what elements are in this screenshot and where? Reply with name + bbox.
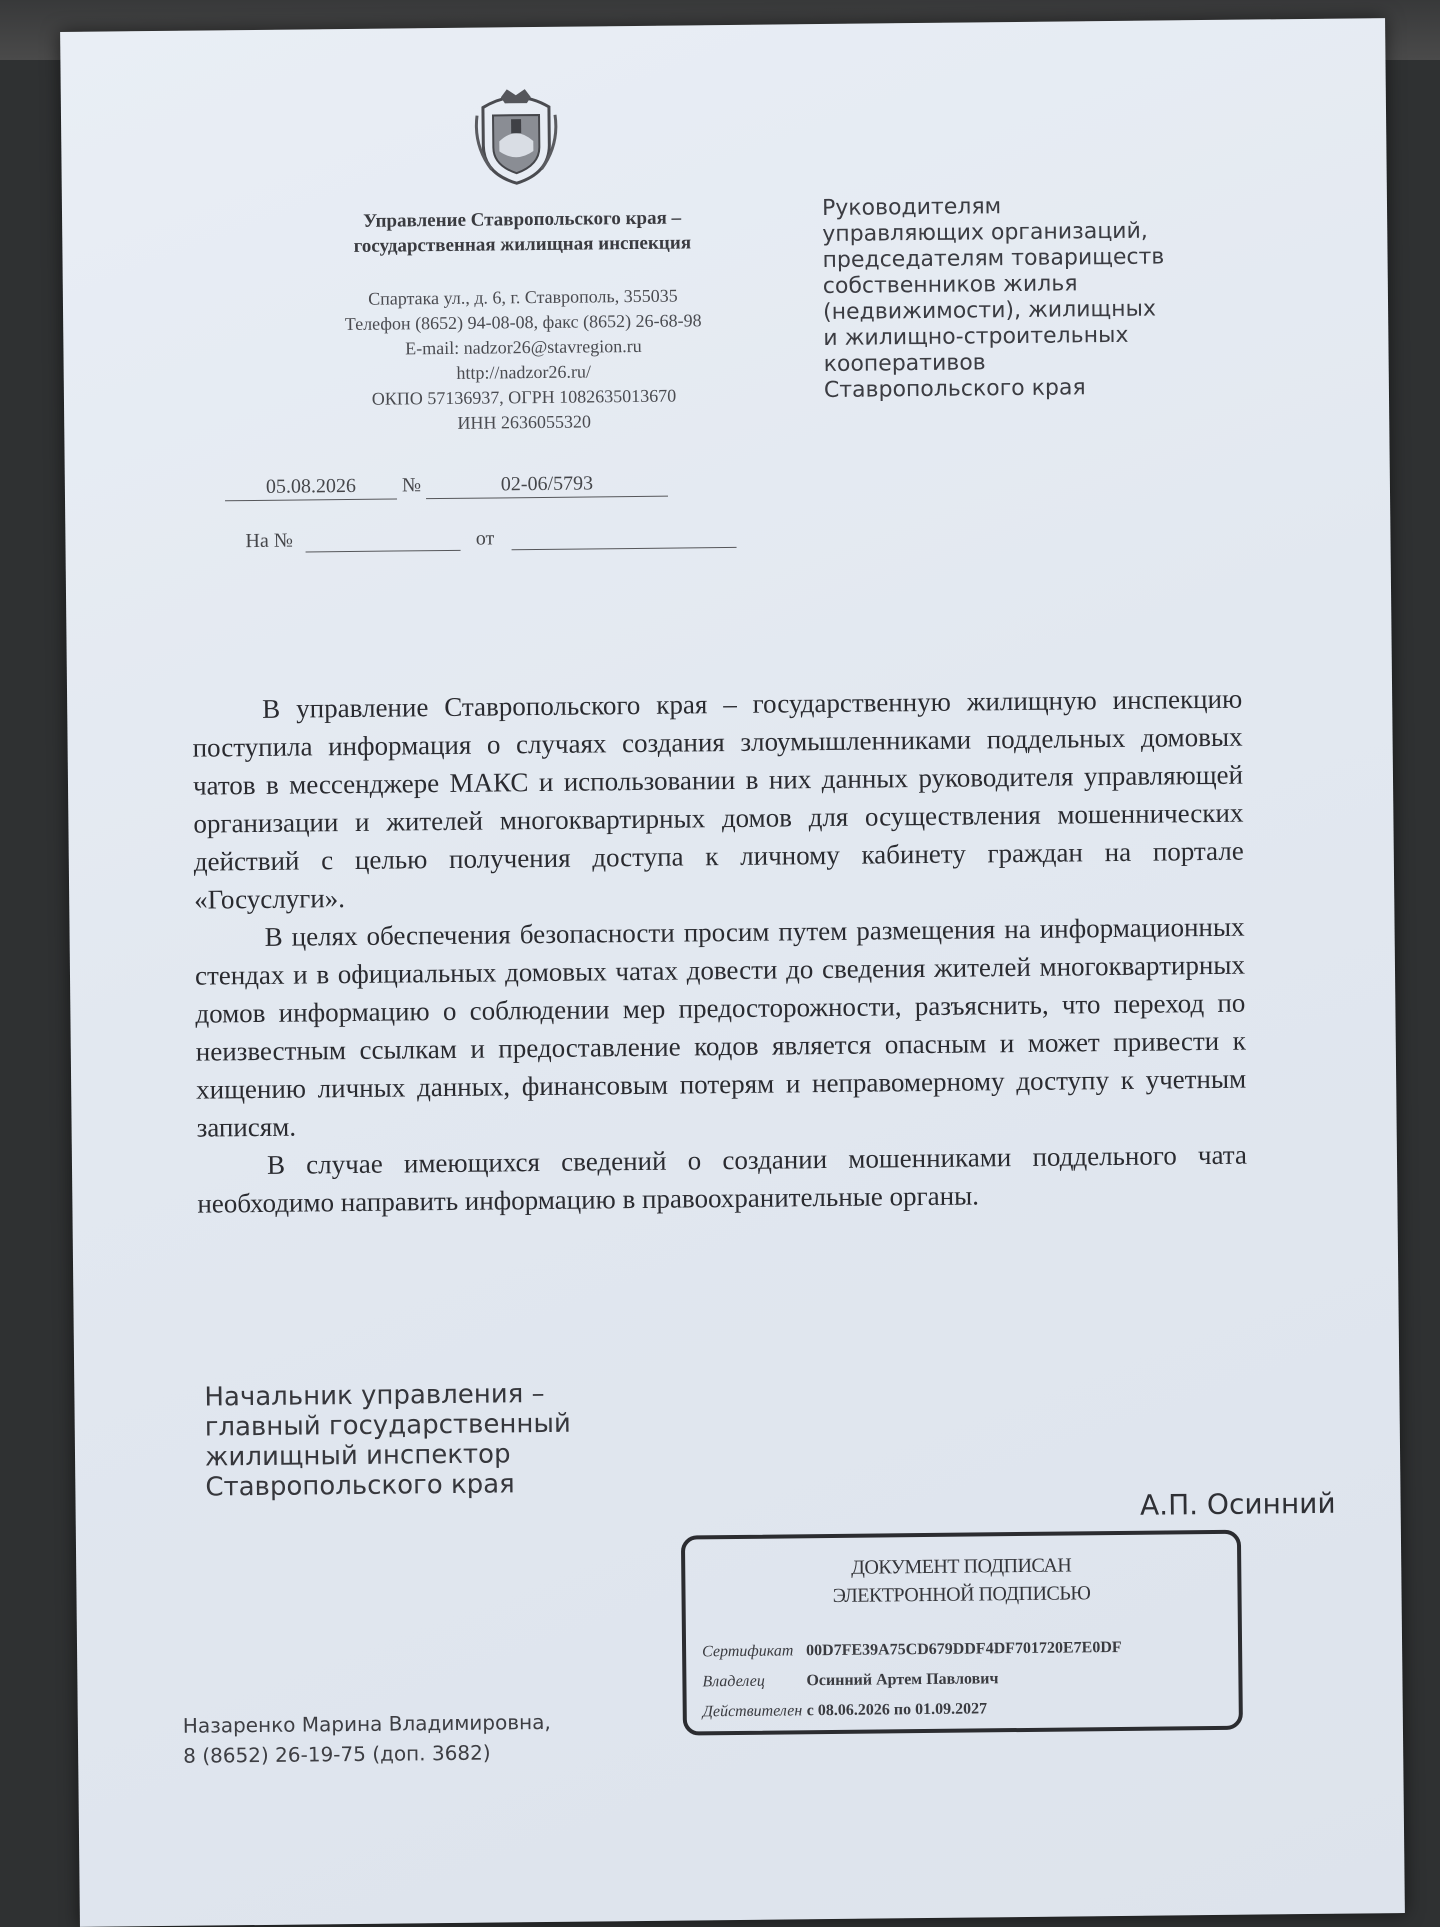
org-name-line1: Управление Ставропольского края – <box>363 207 682 232</box>
phone-fax: Телефон (8652) 94-08-08, факс (8652) 26-68-98 <box>344 310 702 335</box>
owner-label: Владелец <box>702 1672 765 1691</box>
recipient-line: Руководителям <box>821 194 1002 222</box>
executor-phone: 8 (8652) 26-19-75 (доп. 3682) <box>183 1740 491 1768</box>
inn: ИНН 2636055320 <box>457 411 592 433</box>
stamp-owner-row <box>702 1670 998 1691</box>
reply-from-label: от <box>475 527 495 550</box>
position-line: Начальник управления – <box>204 1378 545 1413</box>
website: http://nadzor26.ru/ <box>456 361 592 383</box>
address: Спартака ул., д. 6, г. Ставрополь, 355035 <box>368 285 678 309</box>
position-line: главный государственный <box>204 1408 571 1443</box>
number-label: № <box>401 474 422 497</box>
org-name-line2: государственная жилищная инспекция <box>353 232 692 257</box>
recipient-line: (недвижимости), жилищных <box>822 296 1157 326</box>
email: E-mail: nadzor26@stavregion.ru <box>405 335 642 359</box>
stamp-title <box>685 1550 1238 1612</box>
position-line: Ставропольского края <box>205 1469 515 1503</box>
sender-contacts <box>263 282 785 437</box>
letter-sheet <box>60 18 1405 1927</box>
reply-number-blank <box>306 530 461 553</box>
coat-of-arms-emblem-icon <box>473 85 560 186</box>
recipient-line: кооперативов <box>823 350 986 378</box>
reply-number-label: На № <box>245 529 293 553</box>
electronic-signature-stamp <box>681 1530 1243 1736</box>
stamp-title-line2: ЭЛЕКТРОННОЙ ПОДПИСЬЮ <box>832 1582 1091 1607</box>
sender-organization <box>262 204 782 259</box>
signer-name: А.П. Осинний <box>1139 1486 1336 1522</box>
owner-value: Осинний Артем Павлович <box>806 1670 999 1690</box>
okpo-ogrn: ОКПО 57136937, ОГРН 1082635013670 <box>371 385 677 409</box>
recipient-line: и жилищно-строительных <box>823 322 1129 352</box>
stamp-validity-row <box>703 1700 988 1721</box>
letter-body <box>192 680 1248 1223</box>
executor-name: Назаренко Марина Владимировна, <box>182 1709 551 1738</box>
certificate-value: 00D7FE39A75CD679DDF4DF701720E7E0DF <box>806 1638 1122 1660</box>
recipient-line: управляющих организаций, <box>822 218 1148 248</box>
registration-number: 02-06/5793 <box>426 472 668 500</box>
recipient-line: собственников жилья <box>822 271 1078 300</box>
recipient-line: Ставропольского края <box>823 375 1086 404</box>
recipient-block <box>822 192 1244 404</box>
signer-position <box>204 1377 725 1502</box>
reply-reference-line <box>245 524 845 553</box>
body-paragraph-2: В целях обеспечения безопасности просим путем размещения на информационных стендах и в официальных домовых чатах довести до сведения жителей многоквартирных домов информацию о соблюдении мер предосторожности, разъяснить, что переход по неизвестным ссылкам и предоставление кодов является опасным и может привести к хищению личных данных, финансовым потерям и неправомерному доступу к учетным записям. <box>194 911 1247 1143</box>
validity-label: Действителен <box>702 1702 803 1721</box>
stamp-certificate-row <box>702 1639 1122 1661</box>
validity-value: с 08.06.2026 по 01.09.2027 <box>806 1700 988 1720</box>
position-line: жилищный инспектор <box>204 1439 511 1473</box>
certificate-label: Сертификат <box>702 1642 794 1661</box>
body-paragraph-1: В управление Ставропольского края – государственную жилищную инспекцию поступила информация о случаях создания злоумышленниками поддельных домовых чатов в мессенджере МАКС и использовании в них данных руководителя управляющей организации и жителей многоквартирных домов для осуществления мошеннических действий с целью получения доступа к личному кабинету граждан на портале «Госуслуги». <box>192 683 1244 915</box>
executor-info <box>183 1706 664 1771</box>
recipient-line: председателям товариществ <box>822 244 1165 274</box>
registration-line <box>225 470 825 501</box>
body-paragraph-3: В случае имеющихся сведений о создании мошенниками поддельного чата необходимо направить информацию в правоохранительные органы. <box>197 1139 1248 1219</box>
reply-date-blank <box>511 527 736 550</box>
stamp-title-line1: ДОКУМЕНТ ПОДПИСАН <box>851 1554 1072 1579</box>
registration-date: 05.08.2026 <box>225 474 397 501</box>
